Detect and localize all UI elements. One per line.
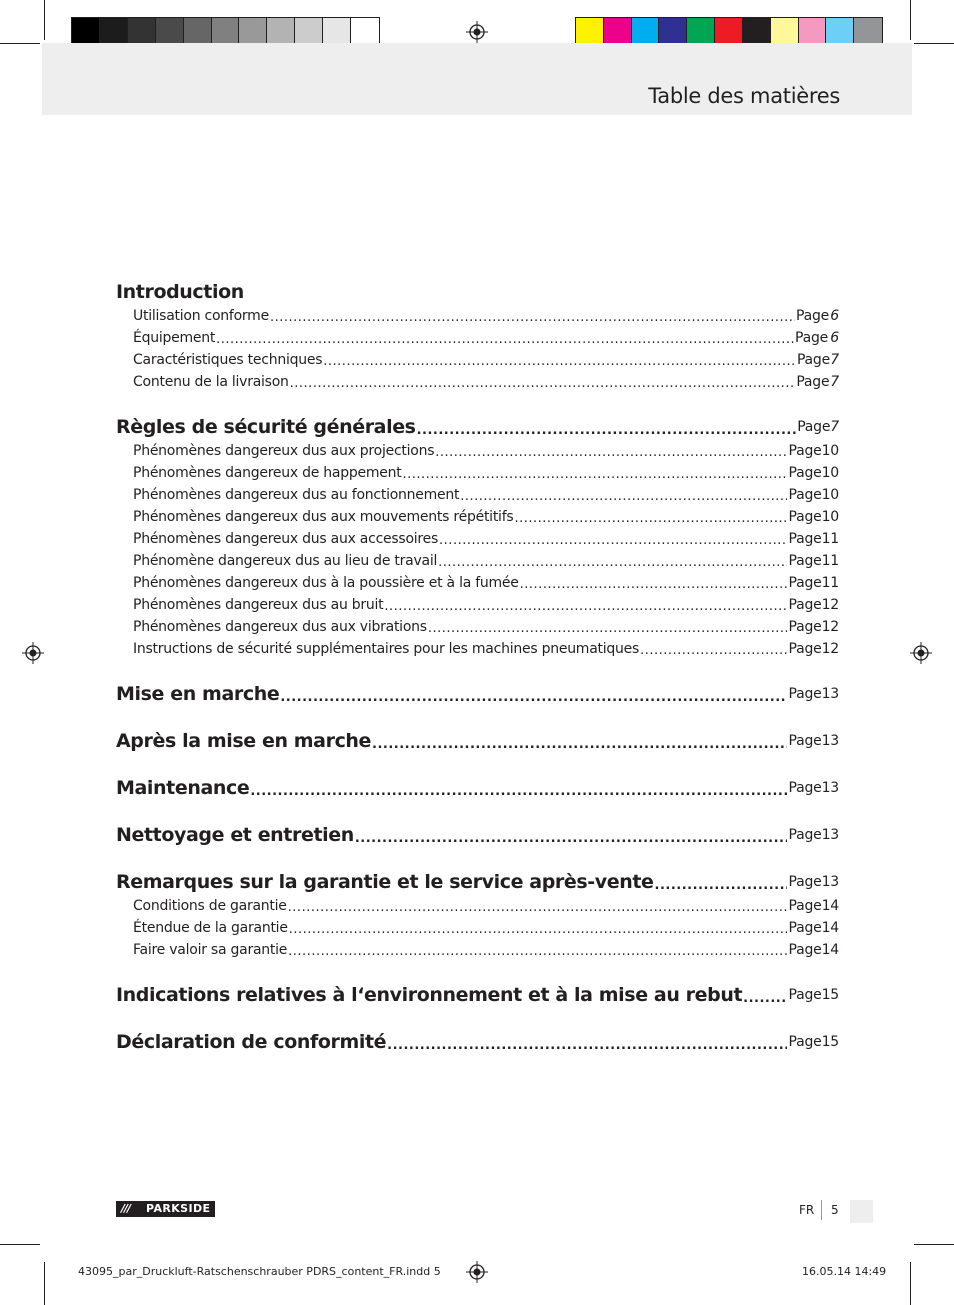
- toc-entry-label: Phénomènes dangereux dus aux vibrations: [133, 619, 427, 635]
- dot-leader: [216, 336, 794, 344]
- page-ref: 7: [830, 352, 839, 368]
- page-word: Page: [788, 597, 822, 613]
- registration-mark-icon: [466, 1261, 488, 1283]
- crop-mark: [914, 43, 954, 44]
- color-swatch: [632, 18, 660, 45]
- dot-leader: [438, 559, 787, 567]
- toc-section: [116, 775, 839, 801]
- page-word: Page: [795, 308, 830, 324]
- toc-entry: [116, 462, 839, 484]
- toc-entry: [116, 939, 839, 961]
- dot-leader: [290, 380, 796, 388]
- toc-section: [116, 1029, 839, 1055]
- toc-entry-label: Phénomènes dangereux de happement: [133, 465, 402, 481]
- page-word: Page: [794, 330, 829, 346]
- registration-mark-icon: [466, 21, 488, 43]
- dot-leader: [323, 358, 796, 366]
- toc-heading-label: Nettoyage et entretien: [116, 824, 354, 846]
- page-word: Page: [797, 419, 831, 435]
- page-word: Page: [788, 942, 822, 958]
- dot-leader: [514, 515, 787, 523]
- toc-section: [116, 279, 839, 393]
- parkside-logo: [116, 1201, 215, 1217]
- page-ref: 7: [830, 374, 839, 390]
- gray-swatch: [323, 18, 351, 45]
- toc-entry-label: Phénomènes dangereux dus à la poussière et à la fumée: [133, 575, 519, 591]
- page-word: Page: [788, 619, 822, 635]
- page-word: Page: [788, 553, 822, 569]
- page-word: Page: [788, 686, 822, 702]
- page-ref: 10: [821, 509, 839, 525]
- brand-name: PARKSIDE: [146, 1202, 211, 1215]
- crop-mark: [910, 0, 911, 40]
- toc-entry: [116, 638, 839, 660]
- dot-leader: [435, 449, 787, 457]
- dot-leader: [372, 741, 787, 749]
- color-swatch: [687, 18, 715, 45]
- toc-entry-label: Phénomènes dangereux dus aux mouvements répétitifs: [133, 509, 514, 525]
- gray-swatch: [184, 18, 212, 45]
- page-word: Page: [788, 733, 822, 749]
- toc-entry: [116, 594, 839, 616]
- section-gap: [116, 961, 839, 982]
- toc-entry-label: Contenu de la livraison: [133, 374, 289, 390]
- section-gap: [116, 754, 839, 775]
- page-ref: 11: [821, 575, 839, 591]
- page-ref: 11: [821, 553, 839, 569]
- toc-heading-label: Introduction: [116, 281, 244, 303]
- page-word: Page: [788, 987, 822, 1003]
- toc-heading: [116, 681, 839, 707]
- section-gap: [116, 1008, 839, 1029]
- page-ref: 6: [830, 330, 839, 346]
- registration-mark-icon: [910, 642, 932, 664]
- toc-entry: [116, 616, 839, 638]
- language-code: FR: [799, 1203, 815, 1217]
- crop-mark: [44, 1262, 45, 1305]
- toc-section: [116, 414, 839, 660]
- color-swatch: [659, 18, 687, 45]
- page-word: Page: [788, 874, 822, 890]
- toc-heading-label: Déclaration de conformité: [116, 1031, 387, 1053]
- color-swatch: [604, 18, 632, 45]
- page-word: Page: [788, 443, 822, 459]
- page-word: Page: [788, 487, 822, 503]
- dot-leader: [640, 647, 787, 655]
- toc-heading: [116, 869, 839, 895]
- color-swatch: [771, 18, 799, 45]
- color-swatch: [799, 18, 827, 45]
- page-word: Page: [788, 827, 822, 843]
- page-title: Table des matières: [648, 84, 840, 108]
- page-word: Page: [788, 920, 822, 936]
- toc-heading-label: Indications relatives à l‘environnement et à la mise au rebut: [116, 984, 743, 1006]
- dot-leader: [280, 694, 787, 702]
- page-ref: 12: [821, 619, 839, 635]
- toc-heading: [116, 414, 839, 440]
- dot-leader: [250, 788, 787, 796]
- toc-entry-label: Instructions de sécurité supplémentaires pour les machines pneumatiques: [133, 641, 640, 657]
- gray-swatch: [295, 18, 323, 45]
- color-swatch: [576, 18, 604, 45]
- toc-heading: [116, 822, 839, 848]
- toc-heading: [116, 775, 839, 801]
- registration-mark-icon: [22, 642, 44, 664]
- slug-date: 16.05.14 14:49: [802, 1265, 887, 1278]
- dot-leader: [428, 625, 788, 633]
- section-gap: [116, 393, 839, 414]
- toc-entry-label: Phénomènes dangereux dus au fonctionnement: [133, 487, 460, 503]
- color-swatch: [854, 18, 882, 45]
- toc-entry-label: Phénomènes dangereux dus aux projections: [133, 443, 435, 459]
- page-ref: 11: [821, 531, 839, 547]
- dot-leader: [743, 995, 787, 1003]
- page-ref: 6: [830, 308, 839, 324]
- toc-heading-label: Remarques sur la garantie et le service après-vente: [116, 871, 654, 893]
- toc-entry: [116, 305, 839, 327]
- gray-swatch: [239, 18, 267, 45]
- page-ref: 14: [821, 898, 839, 914]
- slug-file: 43095_par_Druckluft-Ratschenschrauber PDRS_content_FR.indd 5: [78, 1265, 441, 1278]
- page-word: Page: [796, 352, 831, 368]
- process-color-bar: [575, 17, 883, 46]
- dot-leader: [355, 835, 788, 843]
- section-gap: [116, 801, 839, 822]
- page-ref: 13: [821, 686, 839, 702]
- toc-entry: [116, 371, 839, 393]
- page-ref: 13: [821, 874, 839, 890]
- toc-entry-label: Faire valoir sa garantie: [133, 942, 288, 958]
- toc-entry: [116, 528, 839, 550]
- page-ref: 12: [821, 641, 839, 657]
- gray-swatch: [351, 18, 379, 45]
- page-ref: 15: [821, 987, 839, 1003]
- toc-heading-label: Après la mise en marche: [116, 730, 372, 752]
- toc-entry-label: Étendue de la garantie: [133, 920, 288, 936]
- crop-mark: [910, 1262, 911, 1305]
- toc-section: [116, 982, 839, 1008]
- gray-swatch: [212, 18, 240, 45]
- toc-entry: [116, 440, 839, 462]
- toc-heading-label: Règles de sécurité générales: [116, 416, 416, 438]
- toc-entry-label: Utilisation conforme: [133, 308, 269, 324]
- crop-mark: [44, 0, 45, 40]
- toc-entry-label: Phénomènes dangereux dus au bruit: [133, 597, 384, 613]
- color-swatch: [743, 18, 771, 45]
- toc-entry-label: Équipement: [133, 330, 216, 346]
- dot-leader: [270, 314, 795, 322]
- table-of-contents: [116, 279, 839, 1055]
- crop-mark: [914, 1244, 954, 1245]
- toc-entry-label: Phénomènes dangereux dus aux accessoires: [133, 531, 439, 547]
- toc-entry-label: Conditions de garantie: [133, 898, 287, 914]
- crop-mark: [0, 1244, 40, 1245]
- page-word: Page: [788, 641, 822, 657]
- toc-section: [116, 822, 839, 848]
- gray-swatch: [100, 18, 128, 45]
- page-ref: 14: [821, 942, 839, 958]
- dot-leader: [417, 427, 797, 435]
- toc-entry: [116, 572, 839, 594]
- section-gap: [116, 707, 839, 728]
- page-word: Page: [788, 509, 822, 525]
- toc-heading: [116, 728, 839, 754]
- gray-swatch: [72, 18, 100, 45]
- page-word: Page: [788, 898, 822, 914]
- dot-leader: [439, 537, 787, 545]
- dot-leader: [460, 493, 787, 501]
- page-ref: 15: [821, 1034, 839, 1050]
- page-word: Page: [788, 531, 822, 547]
- toc-section: [116, 681, 839, 707]
- dot-leader: [288, 904, 788, 912]
- gray-swatch: [128, 18, 156, 45]
- page-ref: 7: [830, 419, 839, 435]
- gray-swatch: [267, 18, 295, 45]
- color-swatch: [715, 18, 743, 45]
- dot-leader: [288, 948, 787, 956]
- page-word: Page: [788, 1034, 822, 1050]
- crop-mark: [0, 43, 40, 44]
- dot-leader: [289, 926, 788, 934]
- gray-color-bar: [71, 17, 380, 46]
- toc-entry-label: Caractéristiques techniques: [133, 352, 323, 368]
- page-ref: 13: [821, 827, 839, 843]
- dot-leader: [384, 603, 787, 611]
- toc-entry: [116, 327, 839, 349]
- page-word: Page: [788, 465, 822, 481]
- page-word: Page: [788, 780, 822, 796]
- toc-heading: [116, 982, 839, 1008]
- toc-heading-label: Mise en marche: [116, 683, 280, 705]
- toc-section: [116, 728, 839, 754]
- toc-entry: [116, 484, 839, 506]
- section-gap: [116, 660, 839, 681]
- dot-leader: [520, 581, 788, 589]
- toc-heading: [116, 279, 839, 305]
- section-gap: [116, 848, 839, 869]
- toc-entry: [116, 550, 839, 572]
- page-number: 5: [831, 1203, 839, 1217]
- dot-leader: [403, 471, 788, 479]
- toc-entry: [116, 506, 839, 528]
- page-ref: 13: [821, 733, 839, 749]
- page-word: Page: [796, 374, 830, 390]
- page-ref: 10: [821, 465, 839, 481]
- toc-section: [116, 869, 839, 961]
- toc-entry: [116, 895, 839, 917]
- toc-entry: [116, 917, 839, 939]
- page-ref: 14: [821, 920, 839, 936]
- dot-leader: [655, 882, 788, 890]
- toc-entry: [116, 349, 839, 371]
- toc-heading-label: Maintenance: [116, 777, 250, 799]
- page-tab: [850, 1200, 873, 1223]
- page-ref: 10: [821, 487, 839, 503]
- page-word: Page: [788, 575, 822, 591]
- dot-leader: [387, 1042, 787, 1050]
- logo-stripes-icon: ///: [121, 1202, 131, 1215]
- toc-entry-label: Phénomène dangereux dus au lieu de travail: [133, 553, 438, 569]
- gray-swatch: [156, 18, 184, 45]
- page-ref: 12: [821, 597, 839, 613]
- toc-heading: [116, 1029, 839, 1055]
- color-swatch: [826, 18, 854, 45]
- footer-divider: [821, 1200, 822, 1220]
- page-ref: 10: [821, 443, 839, 459]
- page-ref: 13: [821, 780, 839, 796]
